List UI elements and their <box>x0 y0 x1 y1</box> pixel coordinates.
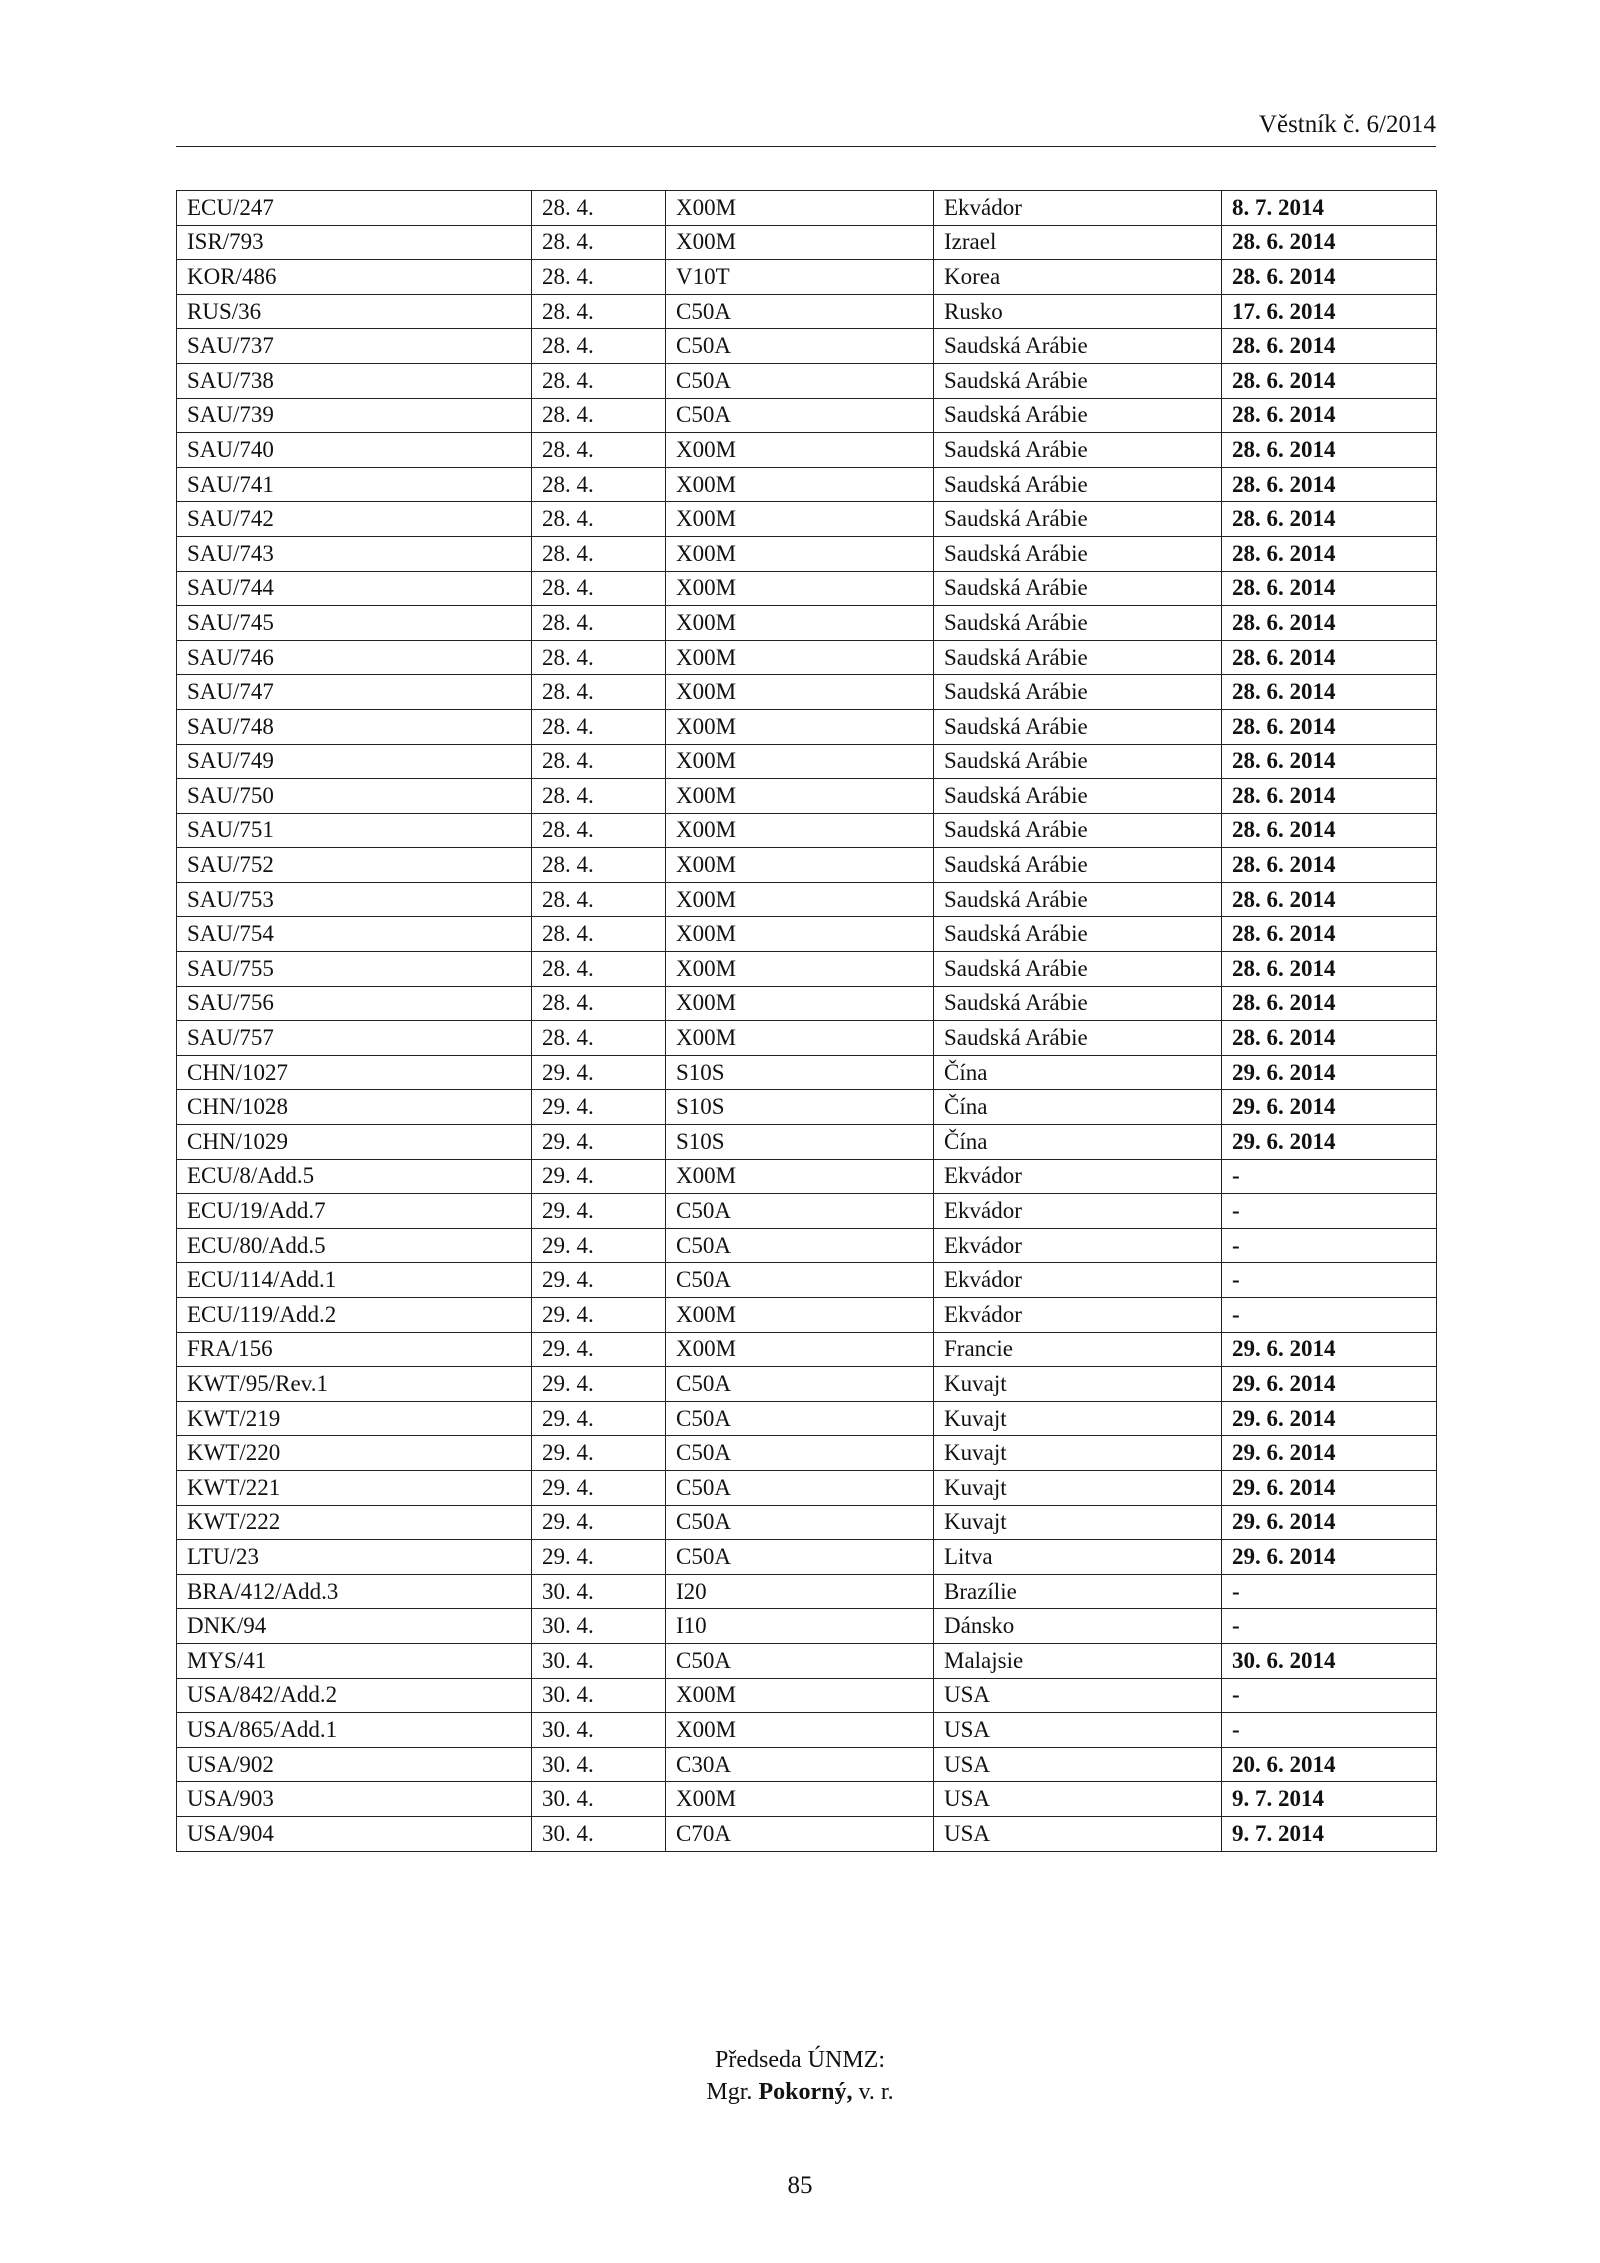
cell-country: Ekvádor <box>934 1194 1222 1229</box>
cell-ics-code: C70A <box>666 1816 934 1851</box>
cell-ics-code: S10S <box>666 1125 934 1160</box>
table-row <box>177 882 1437 917</box>
cell-ics-code: X00M <box>666 1713 934 1748</box>
cell-ics-code: X00M <box>666 433 934 468</box>
cell-deadline-date: - <box>1222 1159 1437 1194</box>
cell-notification-date: 29. 4. <box>532 1159 666 1194</box>
cell-ics-code: I10 <box>666 1609 934 1644</box>
cell-country: Izrael <box>934 225 1222 260</box>
cell-country: USA <box>934 1782 1222 1817</box>
cell-country: Saudská Arábie <box>934 467 1222 502</box>
cell-ics-code: X00M <box>666 952 934 987</box>
table-body <box>177 191 1437 1852</box>
cell-notification-id: USA/902 <box>177 1747 532 1782</box>
cell-deadline-date: 28. 6. 2014 <box>1222 329 1437 364</box>
cell-notification-id: USA/904 <box>177 1816 532 1851</box>
table-row <box>177 986 1437 1021</box>
table-row <box>177 294 1437 329</box>
cell-notification-date: 29. 4. <box>532 1540 666 1575</box>
cell-notification-date: 29. 4. <box>532 1470 666 1505</box>
cell-deadline-date: 28. 6. 2014 <box>1222 363 1437 398</box>
cell-notification-id: ECU/114/Add.1 <box>177 1263 532 1298</box>
cell-notification-date: 28. 4. <box>532 606 666 641</box>
cell-ics-code: S10S <box>666 1090 934 1125</box>
cell-deadline-date: 28. 6. 2014 <box>1222 225 1437 260</box>
cell-notification-id: RUS/36 <box>177 294 532 329</box>
cell-country: Saudská Arábie <box>934 848 1222 883</box>
cell-notification-date: 28. 4. <box>532 467 666 502</box>
table-row <box>177 1816 1437 1851</box>
table-row <box>177 1055 1437 1090</box>
cell-notification-date: 29. 4. <box>532 1228 666 1263</box>
cell-country: Saudská Arábie <box>934 433 1222 468</box>
table-row <box>177 467 1437 502</box>
cell-notification-date: 28. 4. <box>532 260 666 295</box>
cell-country: Francie <box>934 1332 1222 1367</box>
cell-notification-id: KWT/221 <box>177 1470 532 1505</box>
cell-country: Saudská Arábie <box>934 675 1222 710</box>
signature-surname: Pokorný, <box>758 2079 853 2105</box>
cell-deadline-date: - <box>1222 1194 1437 1229</box>
cell-deadline-date: 28. 6. 2014 <box>1222 848 1437 883</box>
cell-notification-id: SAU/747 <box>177 675 532 710</box>
cell-notification-date: 28. 4. <box>532 917 666 952</box>
page-number: 85 <box>787 2172 813 2199</box>
cell-country: Kuvajt <box>934 1470 1222 1505</box>
table-row <box>177 1713 1437 1748</box>
cell-deadline-date: 28. 6. 2014 <box>1222 917 1437 952</box>
cell-ics-code: X00M <box>666 675 934 710</box>
cell-deadline-date: - <box>1222 1263 1437 1298</box>
cell-country: Saudská Arábie <box>934 952 1222 987</box>
cell-notification-date: 28. 4. <box>532 848 666 883</box>
cell-country: Ekvádor <box>934 1228 1222 1263</box>
cell-deadline-date: 9. 7. 2014 <box>1222 1782 1437 1817</box>
table-row <box>177 1228 1437 1263</box>
cell-notification-id: SAU/754 <box>177 917 532 952</box>
cell-ics-code: X00M <box>666 225 934 260</box>
cell-country: Saudská Arábie <box>934 536 1222 571</box>
cell-ics-code: X00M <box>666 467 934 502</box>
cell-deadline-date: 28. 6. 2014 <box>1222 502 1437 537</box>
cell-notification-id: ECU/19/Add.7 <box>177 1194 532 1229</box>
cell-notification-id: KWT/95/Rev.1 <box>177 1367 532 1402</box>
cell-notification-id: CHN/1028 <box>177 1090 532 1125</box>
page-header <box>176 112 1436 147</box>
table-row <box>177 1159 1437 1194</box>
cell-notification-id: ECU/119/Add.2 <box>177 1298 532 1333</box>
table-row <box>177 1090 1437 1125</box>
table-row <box>177 1609 1437 1644</box>
cell-country: Saudská Arábie <box>934 363 1222 398</box>
cell-deadline-date: 20. 6. 2014 <box>1222 1747 1437 1782</box>
cell-country: USA <box>934 1678 1222 1713</box>
cell-notification-id: SAU/738 <box>177 363 532 398</box>
cell-deadline-date: 28. 6. 2014 <box>1222 779 1437 814</box>
cell-deadline-date: 29. 6. 2014 <box>1222 1367 1437 1402</box>
cell-notification-id: CHN/1027 <box>177 1055 532 1090</box>
table-row <box>177 744 1437 779</box>
cell-ics-code: X00M <box>666 1678 934 1713</box>
cell-deadline-date: 29. 6. 2014 <box>1222 1540 1437 1575</box>
table-row <box>177 640 1437 675</box>
cell-country: Čína <box>934 1125 1222 1160</box>
cell-deadline-date: 28. 6. 2014 <box>1222 882 1437 917</box>
cell-notification-id: SAU/744 <box>177 571 532 606</box>
cell-ics-code: C50A <box>666 1436 934 1471</box>
cell-ics-code: X00M <box>666 709 934 744</box>
cell-notification-id: DNK/94 <box>177 1609 532 1644</box>
table-row <box>177 1643 1437 1678</box>
cell-country: Čína <box>934 1055 1222 1090</box>
cell-deadline-date: 9. 7. 2014 <box>1222 1816 1437 1851</box>
cell-deadline-date: 29. 6. 2014 <box>1222 1090 1437 1125</box>
cell-country: Brazílie <box>934 1574 1222 1609</box>
cell-notification-id: SAU/748 <box>177 709 532 744</box>
cell-country: Kuvajt <box>934 1367 1222 1402</box>
journal-title: Věstník č. 6/2014 <box>1258 111 1436 138</box>
cell-country: Rusko <box>934 294 1222 329</box>
cell-country: Ekvádor <box>934 1159 1222 1194</box>
cell-notification-date: 28. 4. <box>532 813 666 848</box>
cell-ics-code: C50A <box>666 294 934 329</box>
signature-title-prefix: Mgr. <box>706 2079 753 2105</box>
cell-ics-code: C50A <box>666 329 934 364</box>
cell-notification-date: 28. 4. <box>532 433 666 468</box>
cell-notification-id: SAU/737 <box>177 329 532 364</box>
cell-notification-date: 29. 4. <box>532 1436 666 1471</box>
table-row <box>177 917 1437 952</box>
cell-deadline-date: 29. 6. 2014 <box>1222 1401 1437 1436</box>
cell-deadline-date: - <box>1222 1609 1437 1644</box>
cell-notification-id: SAU/746 <box>177 640 532 675</box>
cell-notification-id: SAU/757 <box>177 1021 532 1056</box>
cell-notification-date: 28. 4. <box>532 744 666 779</box>
cell-notification-date: 29. 4. <box>532 1125 666 1160</box>
cell-ics-code: C30A <box>666 1747 934 1782</box>
cell-notification-date: 30. 4. <box>532 1609 666 1644</box>
cell-ics-code: S10S <box>666 1055 934 1090</box>
cell-deadline-date: 29. 6. 2014 <box>1222 1436 1437 1471</box>
cell-ics-code: C50A <box>666 1401 934 1436</box>
table-row <box>177 1194 1437 1229</box>
cell-ics-code: X00M <box>666 502 934 537</box>
cell-country: Kuvajt <box>934 1505 1222 1540</box>
cell-deadline-date: 28. 6. 2014 <box>1222 986 1437 1021</box>
cell-notification-date: 30. 4. <box>532 1574 666 1609</box>
cell-ics-code: X00M <box>666 640 934 675</box>
cell-deadline-date: 28. 6. 2014 <box>1222 398 1437 433</box>
cell-ics-code: X00M <box>666 813 934 848</box>
cell-deadline-date: 28. 6. 2014 <box>1222 606 1437 641</box>
cell-country: Saudská Arábie <box>934 986 1222 1021</box>
cell-deadline-date: - <box>1222 1228 1437 1263</box>
cell-notification-id: USA/842/Add.2 <box>177 1678 532 1713</box>
cell-notification-id: SAU/755 <box>177 952 532 987</box>
cell-ics-code: X00M <box>666 744 934 779</box>
cell-deadline-date: 28. 6. 2014 <box>1222 813 1437 848</box>
table-row <box>177 1263 1437 1298</box>
cell-ics-code: X00M <box>666 1298 934 1333</box>
signature-name-line <box>0 2076 1600 2108</box>
cell-ics-code: X00M <box>666 1159 934 1194</box>
cell-country: Saudská Arábie <box>934 640 1222 675</box>
table-row <box>177 1505 1437 1540</box>
cell-notification-id: USA/865/Add.1 <box>177 1713 532 1748</box>
cell-notification-id: SAU/745 <box>177 606 532 641</box>
cell-deadline-date: 29. 6. 2014 <box>1222 1332 1437 1367</box>
cell-notification-date: 30. 4. <box>532 1713 666 1748</box>
cell-country: Litva <box>934 1540 1222 1575</box>
cell-notification-id: KOR/486 <box>177 260 532 295</box>
cell-country: USA <box>934 1747 1222 1782</box>
cell-notification-date: 28. 4. <box>532 502 666 537</box>
cell-country: Ekvádor <box>934 1298 1222 1333</box>
cell-country: Saudská Arábie <box>934 813 1222 848</box>
signature-suffix: v. r. <box>858 2079 894 2105</box>
table-row <box>177 1401 1437 1436</box>
cell-ics-code: C50A <box>666 1643 934 1678</box>
cell-notification-date: 30. 4. <box>532 1782 666 1817</box>
cell-notification-id: BRA/412/Add.3 <box>177 1574 532 1609</box>
table-row <box>177 1332 1437 1367</box>
cell-notification-id: SAU/742 <box>177 502 532 537</box>
cell-country: Saudská Arábie <box>934 571 1222 606</box>
table-row <box>177 1540 1437 1575</box>
cell-ics-code: X00M <box>666 606 934 641</box>
cell-notification-date: 29. 4. <box>532 1298 666 1333</box>
cell-ics-code: X00M <box>666 1332 934 1367</box>
cell-notification-id: KWT/222 <box>177 1505 532 1540</box>
cell-ics-code: C50A <box>666 363 934 398</box>
cell-ics-code: C50A <box>666 1470 934 1505</box>
table-row <box>177 675 1437 710</box>
table-row <box>177 225 1437 260</box>
cell-deadline-date: 17. 6. 2014 <box>1222 294 1437 329</box>
table-row <box>177 1298 1437 1333</box>
cell-deadline-date: 28. 6. 2014 <box>1222 675 1437 710</box>
cell-notification-date: 30. 4. <box>532 1678 666 1713</box>
cell-notification-id: SAU/751 <box>177 813 532 848</box>
cell-deadline-date: 28. 6. 2014 <box>1222 640 1437 675</box>
cell-ics-code: X00M <box>666 779 934 814</box>
cell-notification-date: 29. 4. <box>532 1194 666 1229</box>
cell-notification-id: ECU/80/Add.5 <box>177 1228 532 1263</box>
table-row <box>177 260 1437 295</box>
cell-notification-date: 29. 4. <box>532 1505 666 1540</box>
cell-ics-code: X00M <box>666 536 934 571</box>
cell-notification-date: 29. 4. <box>532 1367 666 1402</box>
cell-deadline-date: 28. 6. 2014 <box>1222 571 1437 606</box>
cell-notification-date: 28. 4. <box>532 191 666 226</box>
cell-notification-date: 29. 4. <box>532 1263 666 1298</box>
cell-notification-date: 30. 4. <box>532 1816 666 1851</box>
cell-notification-date: 29. 4. <box>532 1055 666 1090</box>
notifications-table <box>176 190 1437 1852</box>
table-row <box>177 1782 1437 1817</box>
cell-deadline-date: 28. 6. 2014 <box>1222 536 1437 571</box>
cell-deadline-date: - <box>1222 1713 1437 1748</box>
table-row <box>177 1125 1437 1160</box>
cell-country: Saudská Arábie <box>934 744 1222 779</box>
cell-notification-id: SAU/753 <box>177 882 532 917</box>
cell-country: Saudská Arábie <box>934 882 1222 917</box>
cell-notification-date: 29. 4. <box>532 1401 666 1436</box>
cell-country: Kuvajt <box>934 1401 1222 1436</box>
cell-notification-id: ISR/793 <box>177 225 532 260</box>
table-row <box>177 363 1437 398</box>
cell-notification-date: 28. 4. <box>532 1021 666 1056</box>
cell-deadline-date: 30. 6. 2014 <box>1222 1643 1437 1678</box>
cell-notification-date: 28. 4. <box>532 571 666 606</box>
cell-notification-id: SAU/741 <box>177 467 532 502</box>
cell-notification-date: 28. 4. <box>532 329 666 364</box>
cell-deadline-date: 29. 6. 2014 <box>1222 1055 1437 1090</box>
cell-ics-code: C50A <box>666 1505 934 1540</box>
cell-notification-date: 28. 4. <box>532 640 666 675</box>
cell-country: USA <box>934 1816 1222 1851</box>
cell-notification-id: KWT/220 <box>177 1436 532 1471</box>
cell-country: Saudská Arábie <box>934 779 1222 814</box>
table-row <box>177 502 1437 537</box>
cell-deadline-date: - <box>1222 1298 1437 1333</box>
cell-notification-id: SAU/752 <box>177 848 532 883</box>
cell-country: Ekvádor <box>934 1263 1222 1298</box>
cell-notification-id: USA/903 <box>177 1782 532 1817</box>
cell-ics-code: X00M <box>666 917 934 952</box>
table-row <box>177 1436 1437 1471</box>
cell-notification-id: SAU/756 <box>177 986 532 1021</box>
table-row <box>177 952 1437 987</box>
cell-deadline-date: 8. 7. 2014 <box>1222 191 1437 226</box>
table-row <box>177 709 1437 744</box>
cell-notification-date: 30. 4. <box>532 1643 666 1678</box>
cell-country: Čína <box>934 1090 1222 1125</box>
cell-notification-id: SAU/739 <box>177 398 532 433</box>
table-row <box>177 536 1437 571</box>
cell-country: Ekvádor <box>934 191 1222 226</box>
cell-notification-date: 28. 4. <box>532 225 666 260</box>
table-row <box>177 1678 1437 1713</box>
signature-role: Předseda ÚNMZ: <box>715 2047 885 2073</box>
table-row <box>177 1470 1437 1505</box>
cell-ics-code: V10T <box>666 260 934 295</box>
signature-block <box>0 2044 1600 2108</box>
cell-ics-code: X00M <box>666 882 934 917</box>
table-row <box>177 1574 1437 1609</box>
cell-country: Saudská Arábie <box>934 398 1222 433</box>
cell-notification-date: 28. 4. <box>532 882 666 917</box>
cell-notification-id: MYS/41 <box>177 1643 532 1678</box>
table-row <box>177 1747 1437 1782</box>
cell-country: Saudská Arábie <box>934 502 1222 537</box>
cell-deadline-date: 28. 6. 2014 <box>1222 744 1437 779</box>
cell-notification-id: CHN/1029 <box>177 1125 532 1160</box>
cell-ics-code: X00M <box>666 571 934 606</box>
cell-notification-date: 28. 4. <box>532 779 666 814</box>
cell-notification-id: ECU/8/Add.5 <box>177 1159 532 1194</box>
cell-ics-code: C50A <box>666 1367 934 1402</box>
cell-country: USA <box>934 1713 1222 1748</box>
cell-ics-code: C50A <box>666 1228 934 1263</box>
cell-notification-date: 29. 4. <box>532 1090 666 1125</box>
table-row <box>177 848 1437 883</box>
cell-notification-id: SAU/743 <box>177 536 532 571</box>
cell-deadline-date: 28. 6. 2014 <box>1222 1021 1437 1056</box>
cell-country: Saudská Arábie <box>934 917 1222 952</box>
cell-country: Kuvajt <box>934 1436 1222 1471</box>
cell-country: Korea <box>934 260 1222 295</box>
cell-notification-id: SAU/749 <box>177 744 532 779</box>
cell-deadline-date: - <box>1222 1678 1437 1713</box>
cell-deadline-date: 28. 6. 2014 <box>1222 260 1437 295</box>
cell-notification-date: 29. 4. <box>532 1332 666 1367</box>
table-row <box>177 191 1437 226</box>
table-row <box>177 329 1437 364</box>
cell-ics-code: C50A <box>666 1263 934 1298</box>
cell-ics-code: X00M <box>666 986 934 1021</box>
cell-notification-id: KWT/219 <box>177 1401 532 1436</box>
cell-ics-code: X00M <box>666 1021 934 1056</box>
cell-notification-date: 28. 4. <box>532 675 666 710</box>
table-row <box>177 606 1437 641</box>
cell-country: Saudská Arábie <box>934 606 1222 641</box>
cell-ics-code: X00M <box>666 1782 934 1817</box>
cell-deadline-date: 28. 6. 2014 <box>1222 952 1437 987</box>
cell-deadline-date: 29. 6. 2014 <box>1222 1505 1437 1540</box>
cell-deadline-date: 28. 6. 2014 <box>1222 467 1437 502</box>
cell-ics-code: I20 <box>666 1574 934 1609</box>
cell-notification-id: SAU/750 <box>177 779 532 814</box>
table-row <box>177 398 1437 433</box>
table-row <box>177 1021 1437 1056</box>
table-row <box>177 813 1437 848</box>
cell-notification-date: 28. 4. <box>532 709 666 744</box>
cell-notification-date: 30. 4. <box>532 1747 666 1782</box>
cell-notification-date: 28. 4. <box>532 363 666 398</box>
table-row <box>177 779 1437 814</box>
table-row <box>177 1367 1437 1402</box>
table-row <box>177 571 1437 606</box>
cell-notification-date: 28. 4. <box>532 536 666 571</box>
cell-ics-code: C50A <box>666 1540 934 1575</box>
cell-notification-date: 28. 4. <box>532 952 666 987</box>
cell-notification-id: SAU/740 <box>177 433 532 468</box>
cell-ics-code: C50A <box>666 1194 934 1229</box>
cell-deadline-date: 28. 6. 2014 <box>1222 709 1437 744</box>
cell-country: Malajsie <box>934 1643 1222 1678</box>
table-row <box>177 433 1437 468</box>
cell-notification-id: FRA/156 <box>177 1332 532 1367</box>
cell-deadline-date: 28. 6. 2014 <box>1222 433 1437 468</box>
cell-notification-date: 28. 4. <box>532 398 666 433</box>
cell-ics-code: X00M <box>666 848 934 883</box>
cell-country: Dánsko <box>934 1609 1222 1644</box>
cell-notification-date: 28. 4. <box>532 986 666 1021</box>
cell-country: Saudská Arábie <box>934 1021 1222 1056</box>
cell-notification-id: LTU/23 <box>177 1540 532 1575</box>
cell-deadline-date: 29. 6. 2014 <box>1222 1125 1437 1160</box>
cell-deadline-date: - <box>1222 1574 1437 1609</box>
cell-country: Saudská Arábie <box>934 709 1222 744</box>
cell-country: Saudská Arábie <box>934 329 1222 364</box>
cell-notification-date: 28. 4. <box>532 294 666 329</box>
cell-ics-code: C50A <box>666 398 934 433</box>
cell-deadline-date: 29. 6. 2014 <box>1222 1470 1437 1505</box>
cell-ics-code: X00M <box>666 191 934 226</box>
cell-notification-id: ECU/247 <box>177 191 532 226</box>
